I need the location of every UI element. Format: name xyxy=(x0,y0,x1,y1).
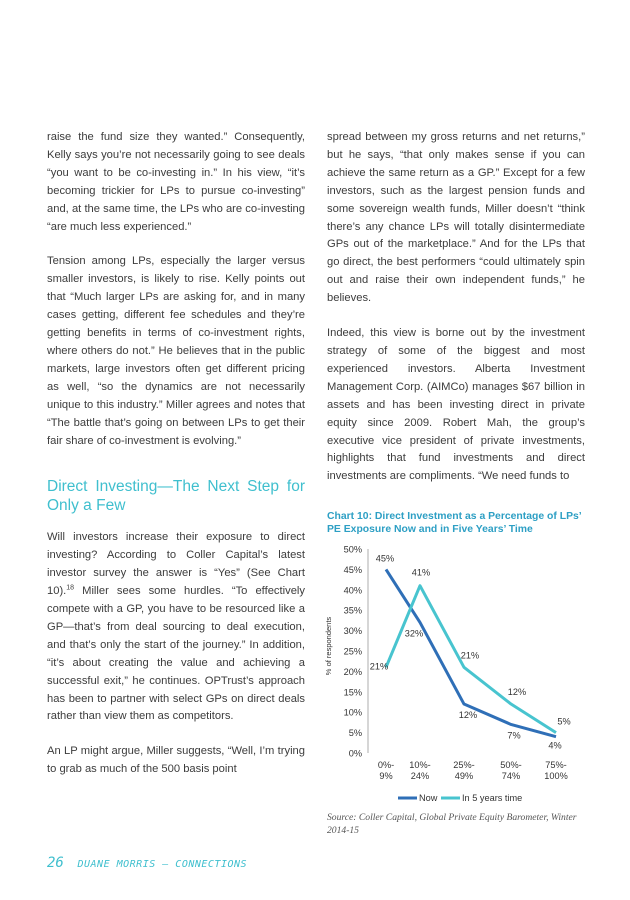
x-tick-label: 0%- xyxy=(377,760,395,770)
paragraph: An LP might argue, Miller suggests, “Well, I’m trying to grab as much of the 500 basis point xyxy=(47,745,305,776)
series-line-now xyxy=(386,569,556,736)
data-label: 21% xyxy=(369,661,389,672)
page-number: 26 xyxy=(47,855,64,871)
y-tick-label: 10% xyxy=(343,707,362,718)
y-tick-label: 0% xyxy=(348,748,362,759)
paragraph: spread between my gross returns and net returns,” but he says, “that only makes sense if you can achieve the same return as a GP.” Except for a few investors, such as the largest pension funds and some sovereign wealth funds, Miller doesn’t “think there’s any chance LPs will totally disintermediate GPs out of the marketplace.” And for the LPs that go direct, the best performers “could ultimately spin out and raise their own independent funds,” he believes. xyxy=(327,131,585,305)
paragraph: Tension among LPs, especially the larger versus smaller investors, is likely to rise. Kelly points out that “Much larger LPs are asking for, and in many cases getting, different fee schedules and they’re getting benefits in terms of co-investment rights, where others do not.” He believes that in the public markets, large investors often get different pricing as well, “so the dynamics are not necessarily unique to this industry.” Miller agrees and notes that “The battle that’s going on between LPs to get their fair share of co-investment is evolving.” xyxy=(47,255,305,447)
y-tick-label: 45% xyxy=(343,564,362,575)
left-column xyxy=(47,129,305,779)
x-tick-label: 24% xyxy=(410,771,430,781)
data-label: 12% xyxy=(507,687,527,698)
y-tick-label: 25% xyxy=(343,646,362,657)
x-tick-label: 49% xyxy=(454,771,474,781)
data-label: 45% xyxy=(375,553,395,564)
right-column xyxy=(327,129,585,486)
data-label: 32% xyxy=(404,628,424,639)
data-label: 5% xyxy=(557,716,571,727)
section-heading: Direct Investing—The Next Step for Only a Few xyxy=(47,478,305,515)
y-tick-label: 30% xyxy=(343,626,362,637)
data-label: 7% xyxy=(507,730,521,741)
data-label: 4% xyxy=(548,740,562,751)
data-label: 41% xyxy=(411,567,431,578)
y-axis-label: % of respondents xyxy=(324,616,333,676)
x-tick-label: 9% xyxy=(379,771,393,781)
data-label: 21% xyxy=(460,650,480,661)
legend-label-now: Now xyxy=(419,793,438,803)
x-tick-label: 25%- xyxy=(453,760,475,770)
legend-label-5-years: In 5 years time xyxy=(462,793,523,803)
x-tick-label: 74% xyxy=(501,771,521,781)
chart-source: Source: Coller Capital, Global Private Equity Barometer, Winter 2014-15 xyxy=(327,812,577,836)
y-tick-label: 5% xyxy=(348,728,362,739)
y-tick-label: 40% xyxy=(343,585,362,596)
paragraph: raise the fund size they wanted.” Consequently, Kelly says you’re not necessarily going to see deals “you want to be co-investing in.” In his view, “it’s becoming trickier for LPs to pursue co-investing” and, at the same time, the LPs who are co-investing “are much less experienced.” xyxy=(47,131,305,233)
x-tick-label: 10%- xyxy=(409,760,431,770)
paragraph: Indeed, this view is borne out by the investment strategy of some of the biggest and most experienced investors. Alberta Investment Management Corp. (AIMCo) manages $67 billion in assets and has been investing direct in private equity since 2009. Robert Mah, the group’s executive vice president of private investments, highlights that fund investments and direct investments are compliments. “We need funds to xyxy=(327,327,585,483)
paragraph-text: Miller sees some hurdles. “To effectively compete with a GP, you have to be resourced like a GP—that’s from deal sourcing to deal execution, and that’s only the start of the journey.” In addition, “it’s about creating the value and achieving a successful exit,” he continues. OPTrust’s approach has been to partner with select GPs on direct deals rather than view them as competitors. xyxy=(47,585,305,723)
y-tick-label: 35% xyxy=(343,605,362,616)
footer-label: DUANE MORRIS — CONNECTIONS xyxy=(77,859,248,870)
x-tick-label: 50%- xyxy=(500,760,522,770)
page-footer xyxy=(47,852,247,870)
y-tick-label: 50% xyxy=(343,544,362,555)
paragraph xyxy=(47,529,305,726)
x-tick-label: 100% xyxy=(544,771,568,781)
data-label: 12% xyxy=(458,710,478,721)
x-tick-label: 75%- xyxy=(545,760,567,770)
series-line-5-years xyxy=(386,586,556,733)
y-tick-label: 15% xyxy=(343,687,362,698)
paragraph-text: Will investors increase their exposure to direct investing? According to Coller Capital’s latest investor survey the answer is “Yes” (See Chart 10). xyxy=(47,531,305,598)
chart-title: Chart 10: Direct Investment as a Percentage of LPs’ PE Exposure Now and in Five Years’ Time xyxy=(327,511,582,535)
footnote-ref: 18 xyxy=(66,584,75,592)
y-tick-label: 20% xyxy=(343,666,362,677)
